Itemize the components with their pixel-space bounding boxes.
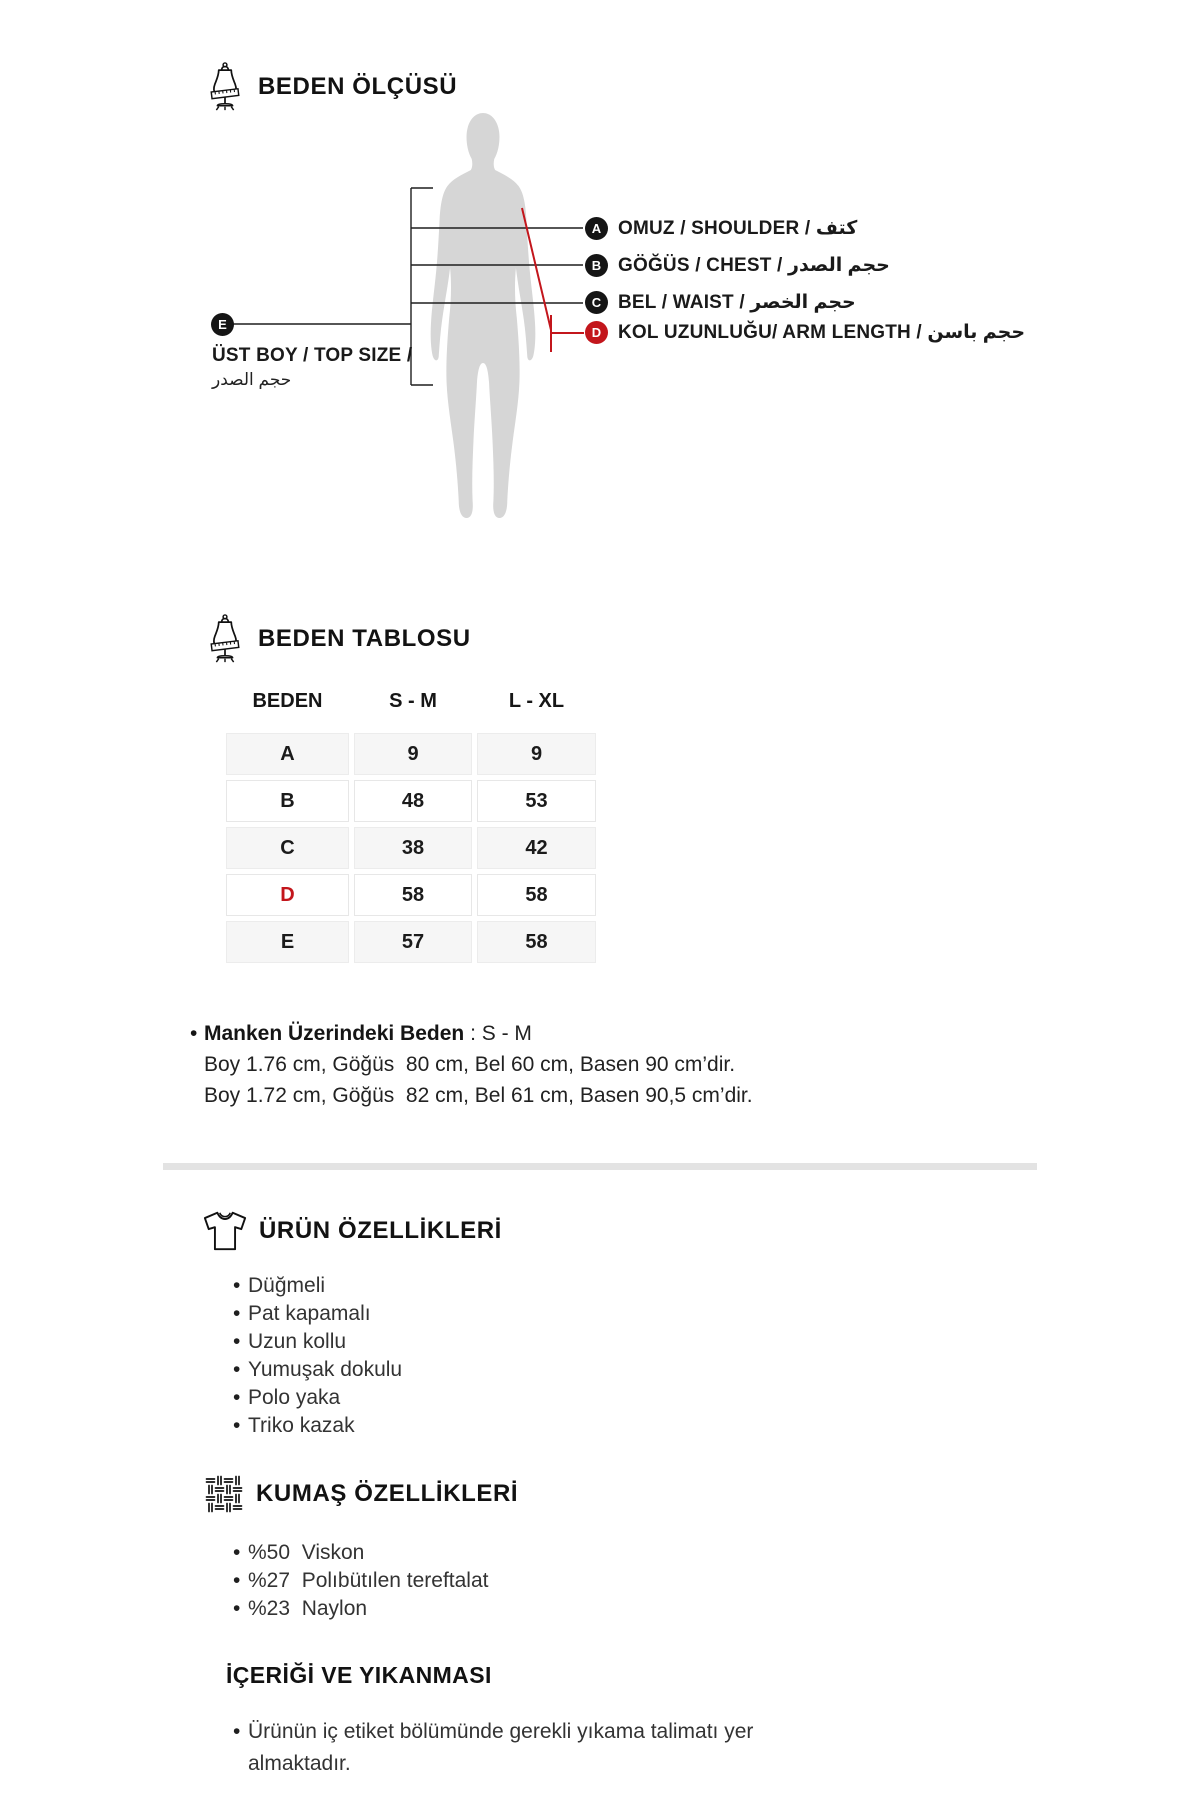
list-item: • %50 Viskon [233, 1539, 489, 1567]
marker-e: E [211, 313, 234, 336]
measure-label-chest: B GÖĞÜS / CHEST / حجم الصدر [585, 254, 890, 277]
fabric-features-title: KUMAŞ ÖZELLİKLERİ [256, 1480, 519, 1507]
marker-d: D [585, 321, 608, 344]
list-item: • %27 Polıbütılen tereftalat [233, 1567, 489, 1595]
table-row: C 38 42 [226, 827, 598, 869]
list-item: • Triko kazak [233, 1412, 402, 1440]
care-list [233, 1716, 853, 1780]
section-divider [163, 1163, 1037, 1170]
top-size-caption: ÜST BOY / TOP SIZE / حجم الصدر [212, 345, 413, 389]
mannequin-measurements-line: Boy 1.72 cm, Göğüs 82 cm, Bel 61 cm, Basen 90,5 cm’dir. [204, 1084, 753, 1107]
tshirt-icon [202, 1209, 248, 1253]
list-item: • Uzun kollu [233, 1328, 402, 1356]
product-features-title: ÜRÜN ÖZELLİKLERİ [259, 1217, 502, 1244]
size-table-header [203, 614, 471, 664]
marker-a: A [585, 217, 608, 240]
size-measure-header [203, 62, 457, 112]
table-row: B 48 53 [226, 780, 598, 822]
list-item: • Ürünün iç etiket bölümünde gerekli yıkama talimatı yer almaktadır. [233, 1716, 853, 1780]
body-silhouette [418, 113, 548, 523]
measure-label-shoulder: A OMUZ / SHOULDER / كتف [585, 217, 857, 240]
col-header-beden: BEDEN [252, 690, 323, 712]
fabric-weave-icon [203, 1473, 245, 1515]
marker-c: C [585, 291, 608, 314]
size-table-title: BEDEN TABLOSU [258, 625, 471, 652]
marker-b: B [585, 254, 608, 277]
dress-form-icon [203, 614, 247, 664]
measure-label-top-size [211, 313, 234, 336]
list-item: • Yumuşak dokulu [233, 1356, 402, 1384]
table-row: D 58 58 [226, 874, 598, 916]
bullet-dot: • [190, 1022, 198, 1045]
col-header-s-m: S - M [389, 690, 437, 712]
size-measure-title: BEDEN ÖLÇÜSÜ [258, 73, 458, 100]
list-item: • Düğmeli [233, 1272, 402, 1300]
care-title: İÇERİĞİ VE YIKANMASI [226, 1662, 492, 1688]
measure-label-arm-length: D KOL UZUNLUĞU/ ARM LENGTH / حجم باسن [585, 321, 1025, 344]
fabric-features-header [203, 1473, 518, 1515]
mannequin-size-note [190, 1018, 753, 1111]
size-table-columns [226, 690, 598, 713]
fabric-features-list [233, 1539, 489, 1623]
col-header-l-xl: L - XL [508, 690, 565, 712]
product-features-list [233, 1272, 402, 1440]
mannequin-measurements-line: Boy 1.76 cm, Göğüs 80 cm, Bel 60 cm, Basen 90 cm’dir. [204, 1053, 736, 1076]
dress-form-icon [203, 62, 247, 112]
table-row: E 57 58 [226, 921, 598, 963]
measurement-lines [0, 0, 1200, 560]
table-row: A 9 9 [226, 733, 598, 775]
measure-label-waist: C BEL / WAIST / حجم الخصر [585, 291, 856, 314]
list-item: • Polo yaka [233, 1384, 402, 1412]
list-item: • Pat kapamalı [233, 1300, 402, 1328]
size-table [226, 690, 598, 968]
mannequin-size-line: • Manken Üzerindeki Beden : S - M [190, 1018, 753, 1049]
product-features-header [202, 1209, 502, 1253]
list-item: • %23 Naylon [233, 1595, 489, 1623]
